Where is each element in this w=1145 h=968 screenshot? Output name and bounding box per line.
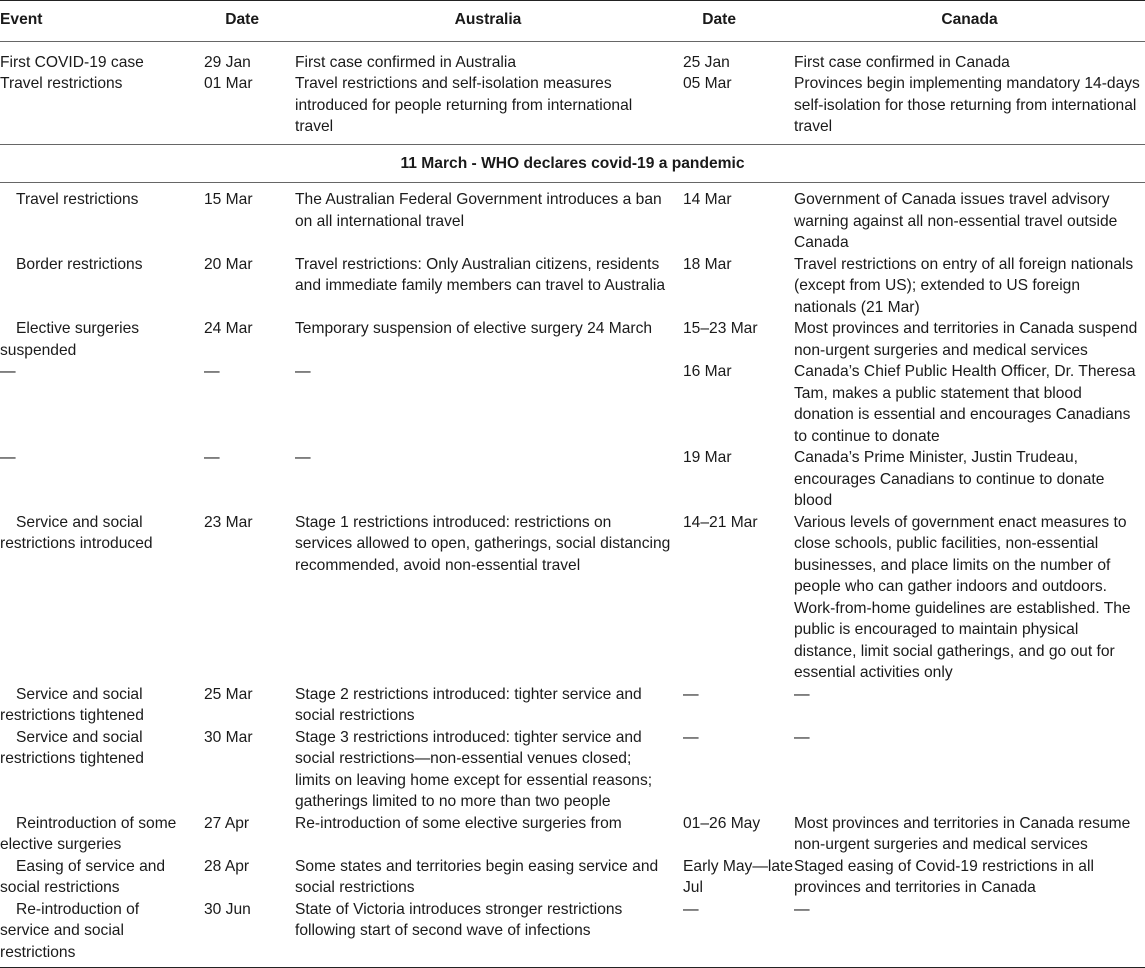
header-date-canada: Date	[681, 1, 794, 42]
canada-date-cell: —	[683, 728, 699, 746]
australia-date-cell: 20 Mar	[204, 255, 253, 273]
australia-cell: First case confirmed in Australia	[295, 53, 516, 71]
canada-date-cell: 15–23 Mar	[683, 320, 758, 337]
australia-cell: Travel restrictions and self-isolation measures introduced for people returning from international travel	[295, 73, 681, 144]
australia-date-cell: 30 Mar	[204, 728, 253, 746]
canada-cell: —	[794, 685, 810, 703]
canada-cell: Canada’s Chief Public Health Officer, Dr. Theresa Tam, makes a public statement that blood donation is essential and encourages Canadians to continue to donate	[794, 363, 1136, 445]
australia-cell: —	[295, 363, 311, 380]
header-date-australia: Date	[196, 1, 295, 42]
canada-date-cell: 14 Mar	[683, 191, 732, 208]
australia-date-cell: —	[204, 449, 220, 466]
australia-date-cell: 25 Mar	[204, 685, 253, 703]
australia-cell: Stage 1 restrictions introduced: restrictions on services allowed to open, gatherings, social distancing recommended, avoid non-essential travel	[295, 513, 671, 574]
canada-cell: First case confirmed in Canada	[794, 53, 1010, 71]
australia-cell: —	[295, 449, 311, 466]
event-cell: First COVID-19 case	[0, 53, 144, 71]
australia-date-cell: 30 Jun	[196, 899, 295, 968]
event-cell: —	[0, 449, 16, 466]
australia-date-cell: —	[204, 363, 220, 380]
canada-date-cell: —	[683, 685, 699, 703]
canada-date-cell: —	[681, 899, 794, 968]
canada-cell: Provinces begin implementing mandatory 14-days self-isolation for those returning from international travel	[794, 73, 1145, 144]
australia-cell: Stage 3 restrictions introduced: tighter service and social restrictions—non-essential venues closed; limits on leaving home except for essential reasons; gatherings limited to no more than two people	[295, 728, 653, 810]
event-cell: —	[0, 363, 16, 380]
event-cell: Service and social restrictions tightened	[0, 685, 144, 724]
australia-cell: Re-introduction of some elective surgeries from	[295, 814, 622, 832]
table-row	[0, 856, 1145, 899]
australia-date-cell: 23 Mar	[204, 513, 253, 531]
canada-date-cell: 01–26 May	[683, 814, 761, 832]
australia-date-cell: 28 Apr	[204, 857, 250, 875]
australia-cell: State of Victoria introduces stronger restrictions following start of second wave of infections	[295, 899, 681, 968]
canada-cell: Most provinces and territories in Canada suspend non-urgent surgeries and medical services	[794, 320, 1138, 359]
table-row	[0, 899, 1145, 968]
section-label: 11 March - WHO declares covid-19 a pandemic	[0, 144, 1145, 183]
event-cell: Service and social restrictions tightened	[0, 728, 144, 767]
table-row	[0, 447, 1145, 512]
table-row	[0, 254, 1145, 319]
event-cell: Travel restrictions	[16, 191, 139, 208]
australia-cell: Some states and territories begin easing service and social restrictions	[295, 857, 659, 896]
australia-date-cell: 29 Jan	[204, 53, 251, 71]
event-cell: Elective surgeries suspended	[0, 320, 140, 359]
table-row	[0, 73, 1145, 144]
table-row	[0, 512, 1145, 684]
canada-date-cell: Early May—late Jul	[683, 857, 794, 896]
australia-date-cell: 15 Mar	[204, 191, 253, 208]
table-row	[0, 318, 1145, 361]
canada-cell: —	[794, 728, 810, 746]
header-event: Event	[0, 1, 196, 42]
australia-cell: The Australian Federal Government introduces a ban on all international travel	[295, 191, 662, 230]
table-row	[0, 183, 1145, 254]
event-cell: Easing of service and social restrictions	[0, 857, 166, 896]
table-row	[0, 41, 1145, 73]
canada-cell: Travel restrictions on entry of all foreign nationals (except from US); extended to US foreign nationals (21 Mar)	[794, 255, 1134, 316]
table-row	[0, 727, 1145, 813]
event-cell: Re-introduction of service and social restrictions	[0, 899, 196, 968]
event-cell: Travel restrictions	[0, 73, 196, 144]
canada-date-cell: 18 Mar	[683, 255, 732, 273]
australia-cell: Temporary suspension of elective surgery 24 March	[295, 320, 653, 337]
header-australia: Australia	[295, 1, 681, 42]
australia-cell: Travel restrictions: Only Australian citizens, residents and immediate family members can travel to Australia	[295, 255, 666, 294]
header-row	[0, 1, 1145, 42]
australia-date-cell: 24 Mar	[204, 320, 253, 337]
canada-cell: Various levels of government enact measures to close schools, public facilities, non-essential businesses, and place limits on the number of people who can gather indoors and outdoors. Work-from-home guidelines are established. The public is encouraged to maintain physical distance, limit social gatherings, and go out for essential activities only	[794, 513, 1131, 681]
table-row	[0, 684, 1145, 727]
canada-date-cell: 16 Mar	[683, 363, 732, 380]
event-cell: Border restrictions	[16, 255, 143, 273]
event-cell: Service and social restrictions introduced	[0, 513, 153, 552]
canada-date-cell: 19 Mar	[683, 449, 732, 466]
canada-cell: Staged easing of Covid-19 restrictions in all provinces and territories in Canada	[794, 857, 1094, 896]
canada-date-cell: 25 Jan	[683, 53, 730, 71]
australia-cell: Stage 2 restrictions introduced: tighter service and social restrictions	[295, 685, 642, 724]
australia-date-cell: 01 Mar	[196, 73, 295, 144]
canada-cell: Most provinces and territories in Canada resume non-urgent surgeries and medical services	[794, 814, 1131, 853]
australia-date-cell: 27 Apr	[204, 814, 250, 832]
section-row	[0, 144, 1145, 183]
canada-cell: —	[794, 899, 1145, 968]
canada-cell: Canada’s Prime Minister, Justin Trudeau, encourages Canadians to continue to donate blood	[794, 449, 1105, 509]
event-cell: Reintroduction of some elective surgeries	[0, 814, 177, 853]
table-row	[0, 813, 1145, 856]
canada-date-cell: 14–21 Mar	[683, 513, 758, 531]
canada-date-cell: 05 Mar	[681, 73, 794, 144]
header-canada: Canada	[794, 1, 1145, 42]
table-row	[0, 361, 1145, 447]
canada-cell: Government of Canada issues travel advisory warning against all non-essential travel outside Canada	[794, 191, 1118, 251]
